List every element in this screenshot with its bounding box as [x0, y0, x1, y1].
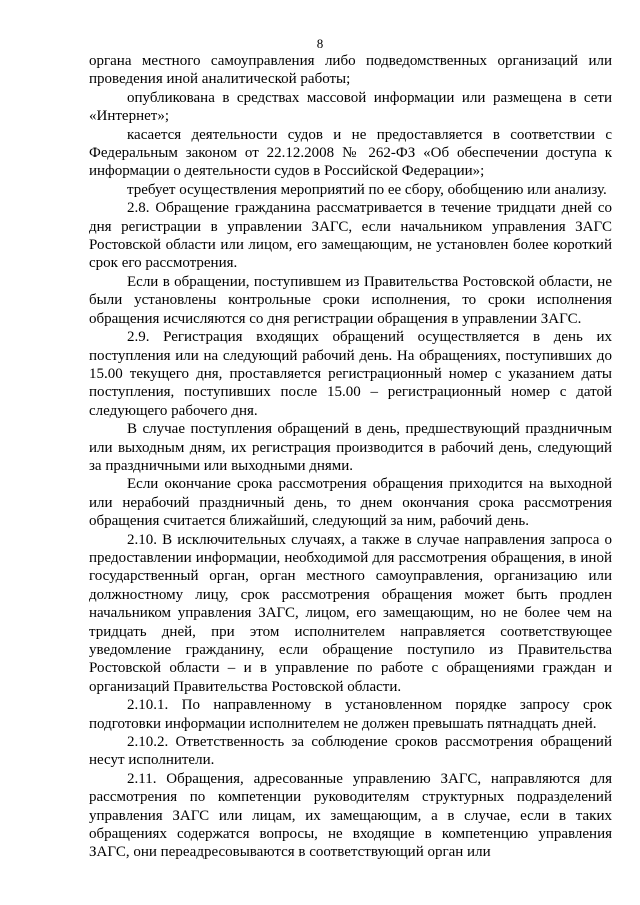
document-body — [89, 36, 612, 862]
paragraph-clause-2-8: 2.8. Обращение гражданина рассматривается в течение тридцати дней со дня регистрации в управлении ЗАГС, если начальником управления ЗАГС Ростовской области или лицом, его замещающим, не установлен более короткий срок его рассмотрения. — [89, 200, 612, 272]
page-number: 8 — [316, 36, 324, 51]
paragraph-list-item: касается деятельности судов и не предоставляется в соответствии с Федеральным законом от 22.12.2008 № 262-ФЗ «Об обеспечении доступа к информации о деятельности судов в Российской Федерации»; — [89, 126, 612, 180]
paragraph-list-item: опубликована в средствах массовой информации или размещена в сети «Интернет»; — [89, 89, 612, 125]
paragraph-clause-2-11: 2.11. Обращения, адресованные управлению ЗАГС, направляются для рассмотрения по компетенции руководителям структурных подразделений управления ЗАГС или лицам, их замещающим, а в случае, если в таких обращениях содержатся вопросы, не входящие в компетенцию управления ЗАГС, они переадресовываются в соответствующий орган или — [89, 770, 612, 861]
paragraph: В случае поступления обращений в день, предшествующий праздничным или выходным дням, их регистрация производится в рабочий день, следующий за праздничными или выходными днями. — [89, 421, 612, 474]
paragraph-continuation: органа местного самоуправления либо подведомственных организаций или проведения иной аналитической работы; — [89, 53, 612, 88]
paragraph-clause-2-9: 2.9. Регистрация входящих обращений осуществляется в день их поступления или на следующий рабочий день. На обращениях, поступивших до 15.00 текущего дня, проставляется регистрационный номер с указанием даты поступления, поступивших после 15.00 – регистрационный номер с датой следующего рабочего дня. — [89, 329, 612, 419]
paragraph-clause-2-10: 2.10. В исключительных случаях, а также в случае направления запроса о предоставлении информации, необходимой для рассмотрения обращения, в иной государственный орган, орган местного самоуправления, организацию или должностному лицу, срок рассмотрения обращения может быть продлен начальником управления ЗАГС, лицом, его замещающим, но не более чем на тридцать дней, при этом исполнителем направляется соответствующее уведомление гражданину, если обращение поступило из Правительства Ростовской области – и в управление по работе с обращениями граждан и организаций Правительства Ростовской области. — [89, 531, 612, 695]
paragraph-clause-2-10-1: 2.10.1. По направленному в установленном порядке запросу срок подготовки информации исполнителем не должен превышать пятнадцать дней. — [89, 697, 612, 732]
paragraph: Если в обращении, поступившем из Правительства Ростовской области, не были установлены контрольные сроки исполнения, то сроки исполнения обращения исчисляются со дня регистрации обращения в управлении ЗАГС. — [89, 273, 612, 327]
paragraph-clause-2-10-2: 2.10.2. Ответственность за соблюдение сроков рассмотрения обращений несут исполнители. — [89, 734, 612, 769]
paragraph-list-item: требует осуществления мероприятий по ее сбору, обобщению или анализу. — [127, 181, 607, 198]
paragraph: Если окончание срока рассмотрения обращения приходится на выходной или нерабочий праздничный день, то днем окончания срока рассмотрения обращения считается ближайший, следующий за ним, рабочий день. — [89, 476, 612, 530]
